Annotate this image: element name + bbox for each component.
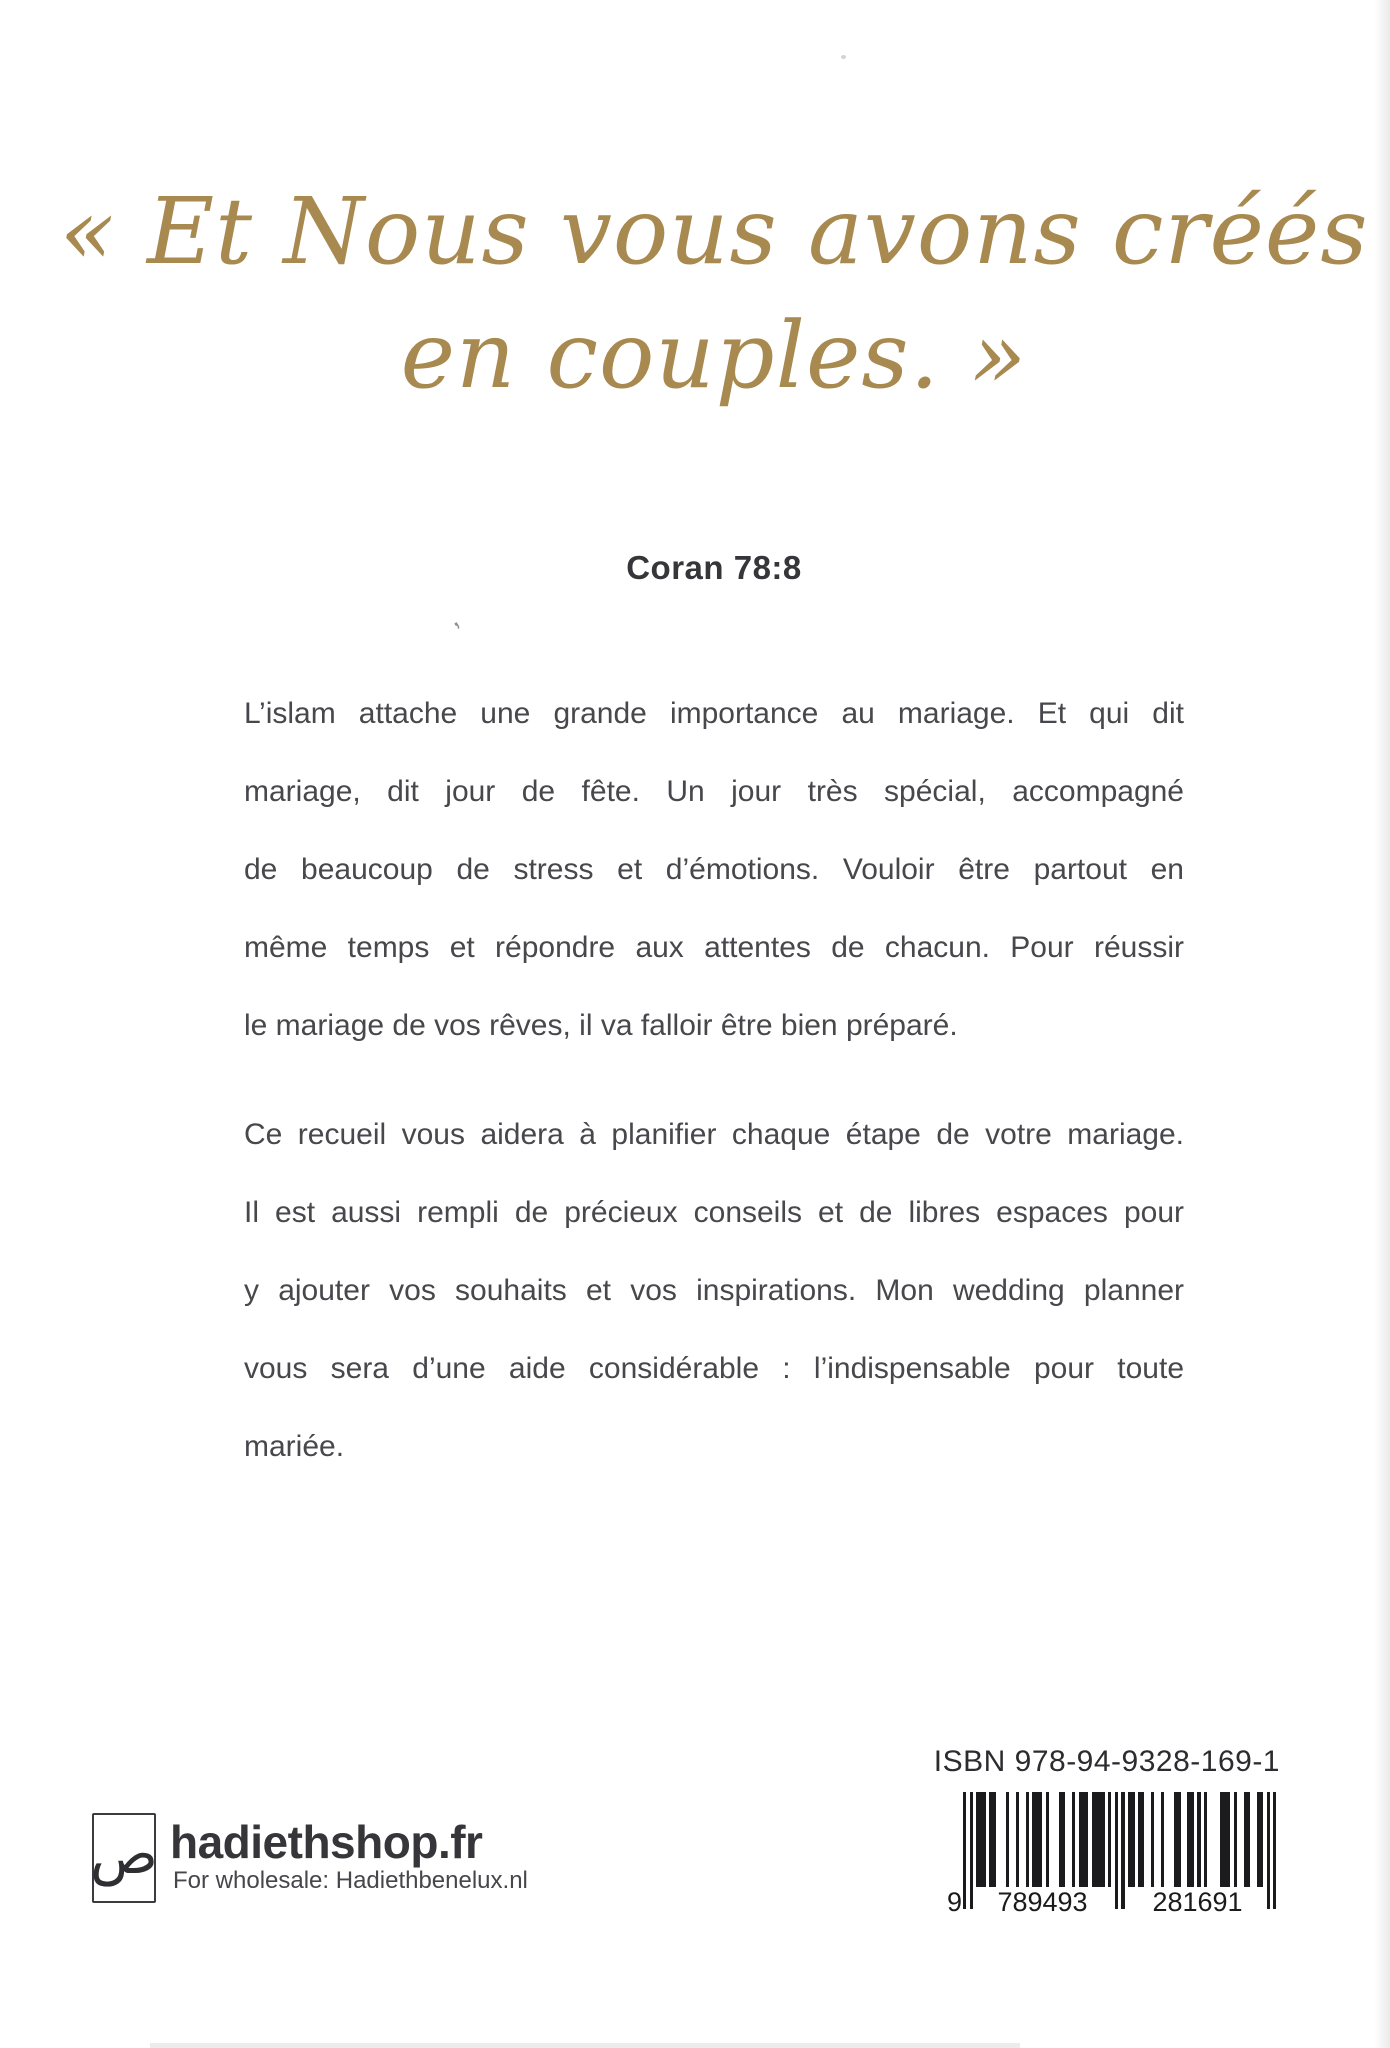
barcode-bar <box>1079 1792 1089 1887</box>
paragraph-line: L’islam attache une grande importance au mariage. Et qui dit <box>244 697 1184 730</box>
barcode-bar <box>1257 1792 1264 1887</box>
barcode-bar <box>976 1792 986 1887</box>
quote-line-1: « Et Nous vous avons créés <box>59 178 1369 285</box>
paragraph-line: vous sera d’une aide considérable : l’indispensable pour toute <box>244 1352 1184 1385</box>
barcode-digit-first: 9 <box>946 1887 962 1917</box>
barcode-bar <box>1197 1792 1200 1887</box>
quote-reference: Coran 78:8 <box>626 549 802 586</box>
paragraph-line: le mariage de vos rêves, il va falloir être bien préparé. <box>244 1009 958 1042</box>
paragraph-line: Ce recueil vous aidera à planifier chaque étape de votre mariage. <box>244 1118 1184 1151</box>
barcode-digits-right: 281691 <box>1152 1887 1243 1917</box>
barcode-bar <box>1128 1792 1135 1887</box>
barcode-bar <box>1174 1792 1181 1887</box>
barcode-bar <box>1220 1792 1230 1887</box>
hadiethshop-logo <box>92 1813 156 1903</box>
wholesale-line: For wholesale: Hadiethbenelux.nl <box>173 1867 528 1894</box>
quran-quote <box>38 170 1390 418</box>
barcode-bar <box>1108 1792 1111 1887</box>
arabic-sad-calligraphy-icon: ص <box>90 1822 158 1885</box>
barcode-bar <box>1046 1792 1049 1887</box>
barcode-bar <box>1092 1792 1105 1887</box>
barcode-bar <box>1151 1792 1154 1887</box>
paragraph-line: mariage, dit jour de fête. Un jour très spécial, accompagné <box>244 775 1184 808</box>
barcode-bar <box>1115 1792 1118 1909</box>
barcode-digits-left: 789493 <box>997 1887 1088 1917</box>
barcode-bar <box>1234 1792 1237 1887</box>
paragraph-line: Il est aussi rempli de précieux conseils et de libres espaces pour <box>244 1196 1184 1229</box>
barcode-bar <box>1244 1792 1251 1887</box>
scan-artifact-mark: , <box>439 602 464 633</box>
brand-name: hadiethshop.fr <box>170 1816 483 1868</box>
paragraph-line: même temps et répondre aux attentes de chacun. Pour réussir <box>244 931 1184 964</box>
barcode-bar <box>1032 1792 1042 1887</box>
quote-line-2: en couples. » <box>400 302 1028 409</box>
barcode-bar <box>1267 1792 1270 1909</box>
barcode-bar <box>1059 1792 1066 1887</box>
barcode-bar <box>1026 1792 1029 1887</box>
bottom-edge-line <box>150 2043 1020 2048</box>
barcode-bar <box>1121 1792 1124 1909</box>
paragraph-line: y ajouter vos souhaits et vos inspirations. Mon wedding planner <box>244 1274 1184 1307</box>
paragraph-line: mariée. <box>244 1430 345 1463</box>
barcode-bar <box>1204 1792 1207 1887</box>
scan-speck <box>841 55 846 59</box>
barcode-bar <box>1161 1792 1164 1887</box>
barcode-bar <box>1187 1792 1194 1887</box>
barcode-bar <box>1273 1792 1276 1909</box>
paragraph-1 <box>244 675 1184 1065</box>
page-edge-shadow <box>1374 0 1390 2048</box>
isbn-label: ISBN 978-94-9328-169-1 <box>933 1745 1280 1778</box>
barcode-bar <box>1006 1792 1009 1887</box>
paragraph-line: de beaucoup de stress et d’émotions. Vouloir être partout en <box>244 853 1184 886</box>
barcode-bar <box>989 1792 996 1887</box>
ean13-barcode <box>945 1792 1290 1922</box>
barcode-bar <box>963 1792 966 1909</box>
barcode-bar <box>1072 1792 1075 1887</box>
barcode-bar <box>1016 1792 1019 1887</box>
barcode-bar <box>1138 1792 1145 1887</box>
paragraph-2 <box>244 1096 1184 1486</box>
